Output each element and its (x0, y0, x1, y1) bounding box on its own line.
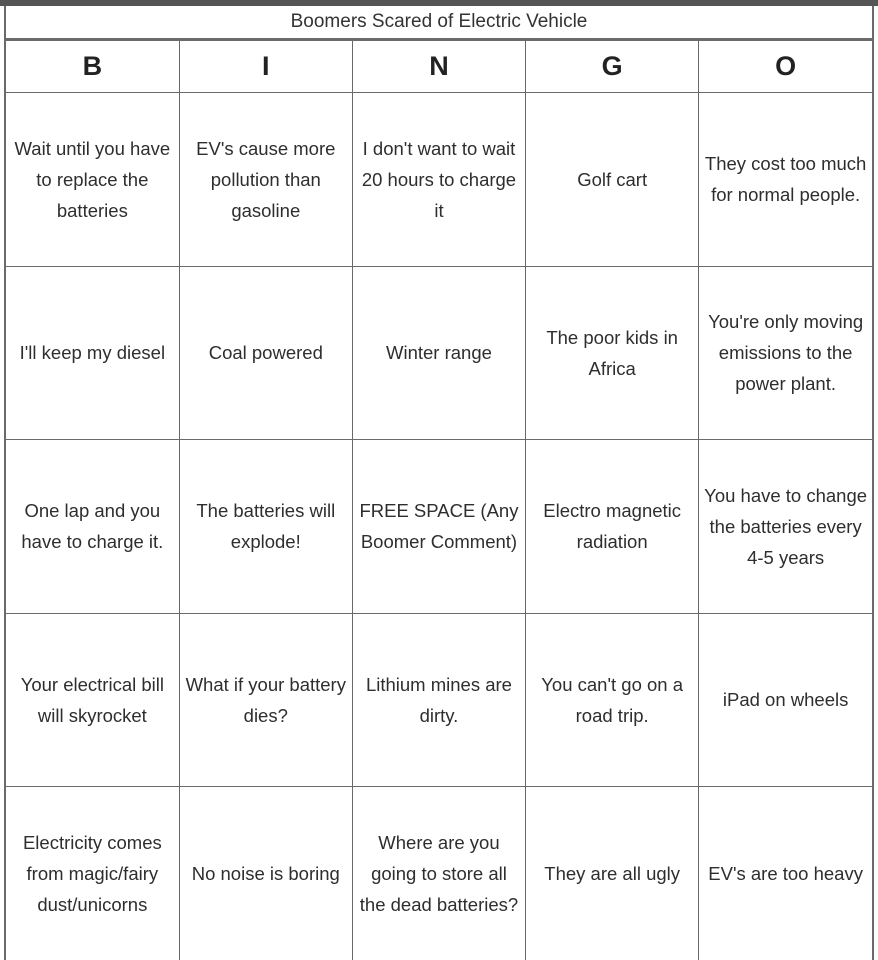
bingo-cell: Where are you going to store all the dead batteries? (352, 787, 525, 960)
bingo-cell: I'll keep my diesel (6, 266, 179, 440)
bingo-cell: They cost too much for normal people. (699, 93, 872, 267)
column-header-g: G (526, 41, 699, 93)
bingo-cell: I don't want to wait 20 hours to charge it (352, 93, 525, 267)
bingo-cell: Your electrical bill will skyrocket (6, 613, 179, 787)
bingo-cell: Wait until you have to replace the batteries (6, 93, 179, 267)
bingo-row (6, 613, 872, 787)
bingo-cell: Golf cart (526, 93, 699, 267)
column-header-o: O (699, 41, 872, 93)
bingo-cell: What if your battery dies? (179, 613, 352, 787)
column-header-n: N (352, 41, 525, 93)
column-header-b: B (6, 41, 179, 93)
bingo-grid (6, 40, 872, 960)
bingo-cell: iPad on wheels (699, 613, 872, 787)
bingo-card (4, 6, 874, 960)
bingo-cell: One lap and you have to charge it. (6, 440, 179, 614)
free-space-cell: FREE SPACE (Any Boomer Comment) (352, 440, 525, 614)
bingo-cell: No noise is boring (179, 787, 352, 960)
bingo-row (6, 440, 872, 614)
bingo-cell: Winter range (352, 266, 525, 440)
bingo-cell: The poor kids in Africa (526, 266, 699, 440)
bingo-cell: EV's are too heavy (699, 787, 872, 960)
bingo-cell: The batteries will explode! (179, 440, 352, 614)
column-header-i: I (179, 41, 352, 93)
bingo-cell: Electro magnetic radiation (526, 440, 699, 614)
bingo-cell: You have to change the batteries every 4-5 years (699, 440, 872, 614)
bingo-row (6, 787, 872, 960)
bingo-cell: Lithium mines are dirty. (352, 613, 525, 787)
header-row (6, 41, 872, 93)
bingo-cell: They are all ugly (526, 787, 699, 960)
bingo-cell: Coal powered (179, 266, 352, 440)
bingo-cell: EV's cause more pollution than gasoline (179, 93, 352, 267)
bingo-row (6, 266, 872, 440)
bingo-cell: Electricity comes from magic/fairy dust/unicorns (6, 787, 179, 960)
card-title: Boomers Scared of Electric Vehicle (6, 6, 872, 40)
bingo-cell: You're only moving emissions to the power plant. (699, 266, 872, 440)
bingo-cell: You can't go on a road trip. (526, 613, 699, 787)
bingo-row (6, 93, 872, 267)
